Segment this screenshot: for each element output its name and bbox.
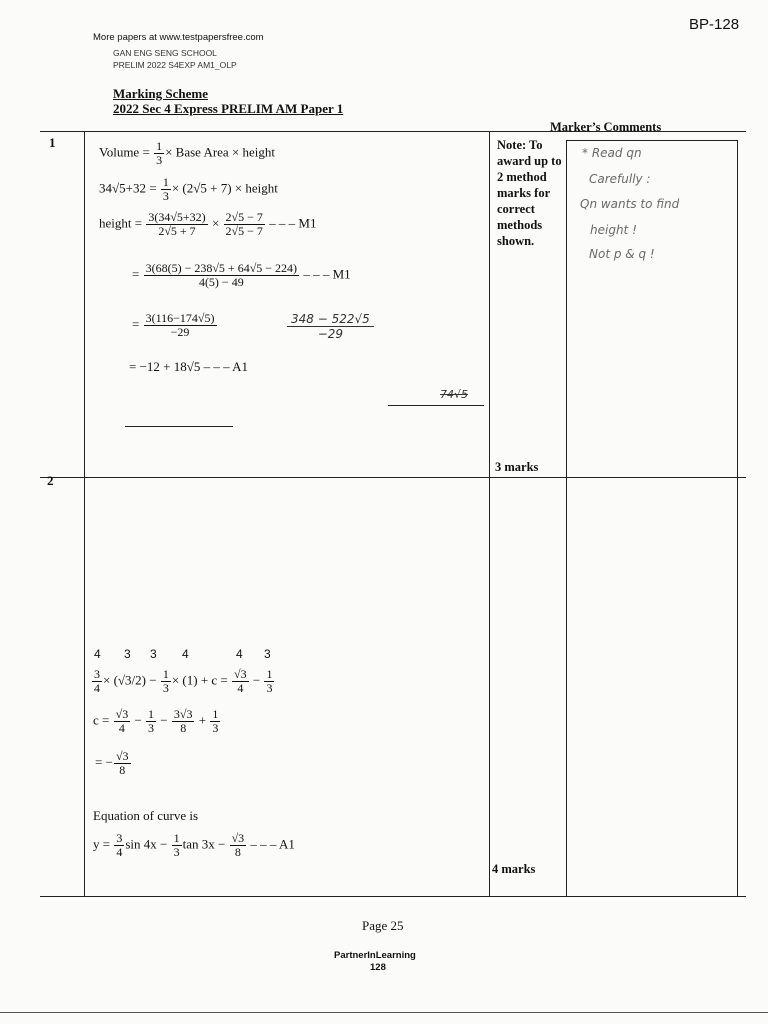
fraction: $\frac{√3}{8}$ <box>231 831 245 859</box>
hand-working-denominator: −29 <box>317 327 344 341</box>
q1-height-label: height = <box>99 215 143 231</box>
stray-number: 4 <box>236 647 243 661</box>
fraction: $\frac{√3}{4}$ <box>234 667 247 695</box>
hand-working-numerator: 348 − 522√5 <box>287 312 374 327</box>
q1-hand-underline <box>388 405 484 406</box>
q1-line4: = $\frac{3(68(5) - 238√5 + 64√5 - 224)}{4(5) - 49}$ – – – M1 <box>132 261 351 289</box>
brand-name: PartnerInLearning <box>334 950 416 961</box>
comment-line: * Read qn <box>582 146 642 160</box>
q2-number: 2 <box>47 473 54 488</box>
q2-sin-term: sin 4x − <box>125 836 168 852</box>
q2-line1: $\frac{3}{4}$ × (√3/2) − $\frac{1}{3}$ × (1) + c = $\frac{√3}{4}$ − $\frac{1}{3}$ <box>94 667 273 695</box>
comment-line: Not p & q ! <box>589 247 655 261</box>
q2-line1-b: × (1) + c = <box>171 672 228 688</box>
q1-line1-rest: × Base Area × height <box>165 144 276 160</box>
comments-header: Marker’s Comments <box>550 120 662 134</box>
q1-answer-line <box>125 426 233 427</box>
fraction: $\frac{3(34√5+32)}{2√5 + 7}$ <box>148 210 206 238</box>
fraction: $\frac{2√5 - 7}{2√5 - 7}$ <box>225 210 263 238</box>
q2-equation <box>93 832 295 859</box>
school-name: GAN ENG SENG SCHOOL <box>113 48 217 58</box>
q1-mark-m1: – – – M1 <box>269 215 317 231</box>
q1-line2-lhs: 34√5+32 = <box>99 180 157 196</box>
source-link[interactable]: More papers at www.testpapersfree.com <box>93 32 264 43</box>
fraction: $\frac{3(116-174√5)}{-29}$ <box>145 311 215 339</box>
fraction: $\frac{3(68(5) - 238√5 + 64√5 - 224)}{4(5) - 49}$ <box>145 261 298 289</box>
fraction: $\frac{1}{3}$ <box>266 667 273 695</box>
doc-title: Marking Scheme <box>113 86 208 101</box>
q1-line2-rest: × (2√5 + 7) × height <box>171 180 278 196</box>
q1-note: Note: To award up to 2 method marks for correct methods shown. <box>497 138 562 248</box>
fraction: $\frac{1}{3}$ <box>212 707 219 735</box>
fraction: $\frac{1}{3}$ <box>162 175 169 203</box>
q2-mark-a1: – – – A1 <box>250 836 295 852</box>
paper-code: BP-128 <box>689 16 740 33</box>
footer-rule <box>0 1012 768 1013</box>
fraction: $\frac{1}{3}$ <box>156 139 163 167</box>
stray-number: 3 <box>264 647 271 661</box>
q2-equals: = <box>95 754 103 770</box>
stray-number: 4 <box>182 647 189 661</box>
fraction: $\frac{√3}{4}$ <box>115 707 129 735</box>
fraction: $\frac{1}{3}$ <box>162 667 169 695</box>
stray-number: 3 <box>124 647 131 661</box>
fraction: $\frac{3}{4}$ <box>116 831 123 859</box>
q1-hand-strike: 74√5 <box>440 388 469 401</box>
q1-line1: Volume = $\frac{1}{3}$ × Base Area × height <box>99 139 276 167</box>
q1-line5: = $\frac{3(116-174√5)}{-29}$ <box>132 311 215 339</box>
fraction: $\frac{1}{3}$ <box>173 831 180 859</box>
q2-line3: = − $\frac{√3}{8}$ <box>95 749 129 777</box>
comment-line: Qn wants to find <box>580 197 680 211</box>
q1-volume-label: Volume <box>99 144 140 160</box>
fraction: $\frac{3√3}{8}$ <box>173 707 193 735</box>
q2-line1-a: × (√3/2) − <box>103 672 157 688</box>
comment-line: Carefully : <box>589 172 651 186</box>
comment-line: height ! <box>590 223 637 237</box>
q2-line2: c = $\frac{√3}{4}$ − $\frac{1}{3}$ − $\frac{3√3}{8}$ + $\frac{1}{3}$ <box>93 707 219 735</box>
q1-number: 1 <box>49 135 56 150</box>
q2-c-label: c = <box>93 712 110 728</box>
exam-name: PRELIM 2022 S4EXP AM1_OLP <box>113 60 237 70</box>
brand-number: 128 <box>370 962 386 973</box>
stray-number: 4 <box>94 647 101 661</box>
q2-tan-term: tan 3x − <box>182 836 226 852</box>
q2-text: Equation of curve is <box>93 808 199 823</box>
q2-marks: 4 marks <box>492 862 536 876</box>
stray-number: 3 <box>150 647 157 661</box>
q1-line3: height = $\frac{3(34√5+32)}{2√5 + 7}$ × $\frac{2√5 - 7}{2√5 - 7}$ – – – M1 <box>99 210 317 238</box>
fraction: $\frac{1}{3}$ <box>148 707 155 735</box>
doc-subtitle: 2022 Sec 4 Express PRELIM AM Paper 1 <box>113 101 344 116</box>
q1-mark-m1: – – – M1 <box>303 266 351 282</box>
q1-marks: 3 marks <box>495 460 539 474</box>
q2-y-label: y = <box>93 836 111 852</box>
page-number: Page 25 <box>362 918 404 933</box>
fraction: $\frac{3}{4}$ <box>94 667 100 695</box>
fraction: $\frac{√3}{8}$ <box>115 749 129 777</box>
q1-line2 <box>99 176 278 203</box>
q1-line6: = −12 + 18√5 – – – A1 <box>129 359 249 374</box>
q1-hand-working <box>287 312 374 341</box>
